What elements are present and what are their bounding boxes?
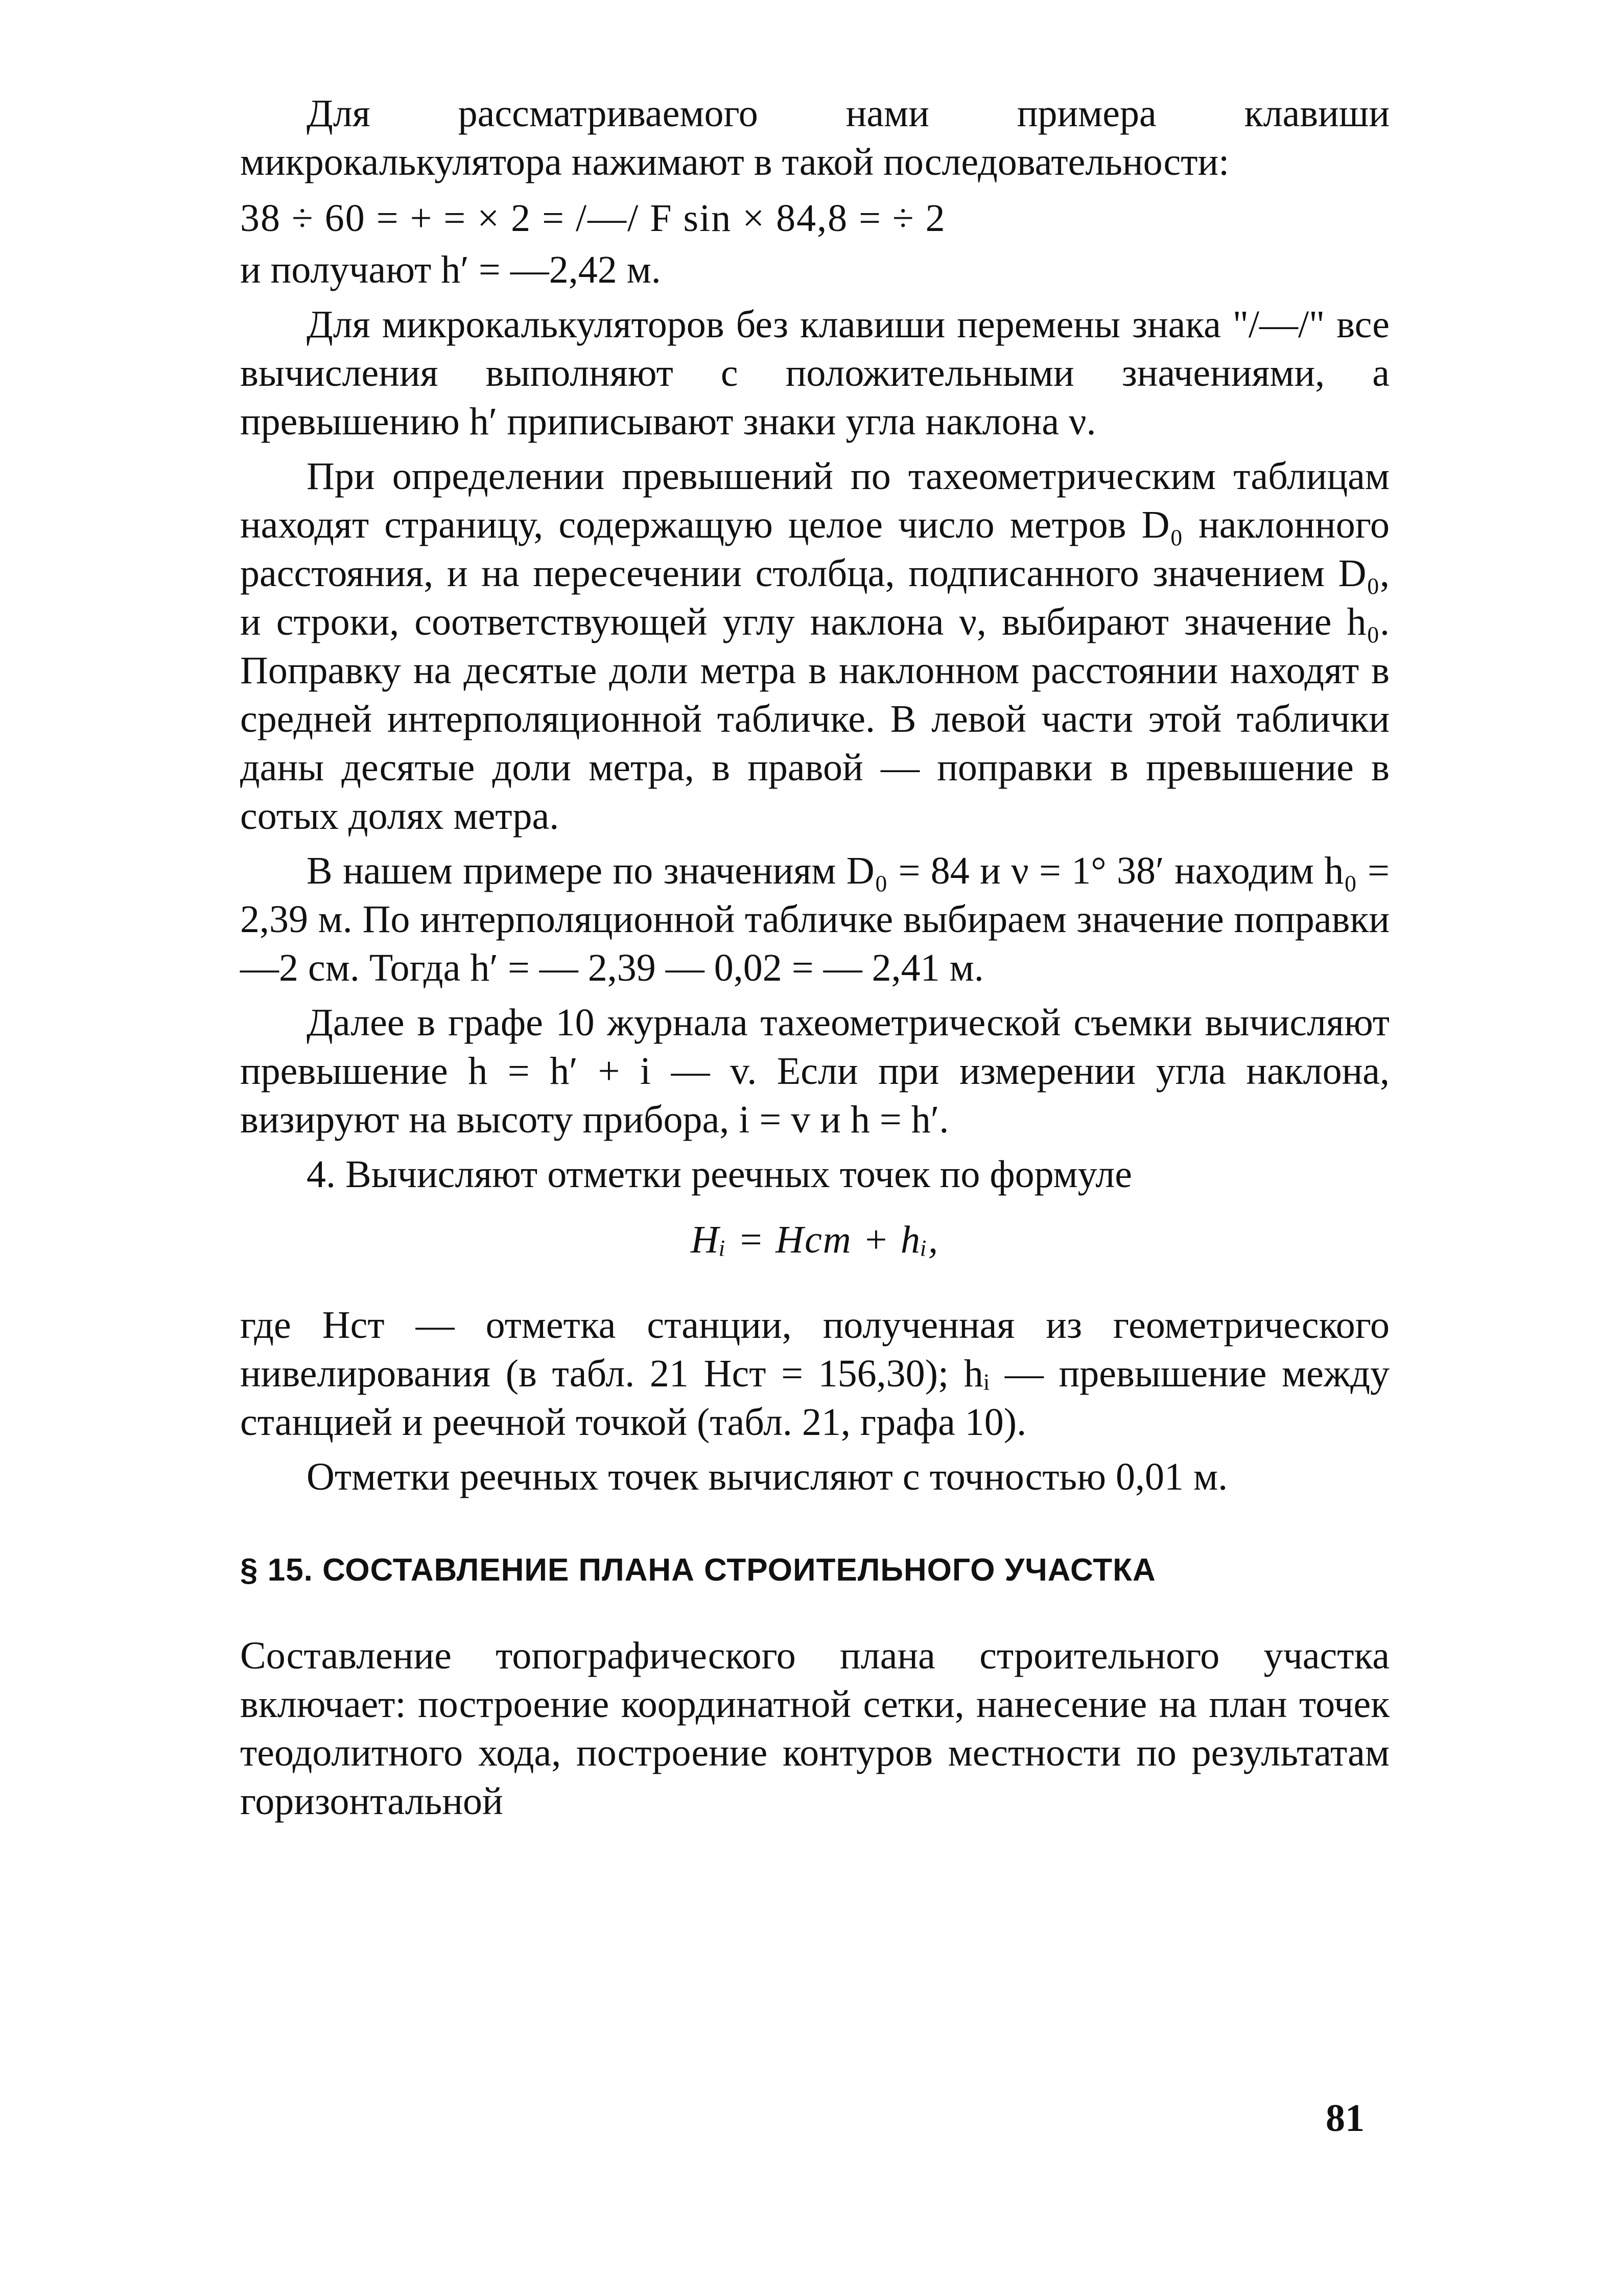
- section-heading: § 15. СОСТАВЛЕНИЕ ПЛАНА СТРОИТЕЛЬНОГО УЧАСТКА: [240, 1552, 1156, 1588]
- paragraph-where: где Hст — отметка станции, полученная из геометрического нивелирования (в табл. 21 Hст = 156,30); hᵢ — превышение между станцией и реечной точкой (табл. 21, графа 10).: [240, 1304, 1390, 1444]
- paragraph-tacheometric-tables: При определении превышений по тахеометрическим таблицам находят страницу, содержащую целое число метров D₀ наклонного расстояния, и на пересечении столбца, подписанного значением D₀, и строки, соответствующей углу наклона ν, выбирают значение h₀. Поправку на десятые доли метра в наклонном расстоянии находят в средней интерполяционной табличке. В левой части этой таблички даны десятые доли метра, в правой — поправки в превышение в сотых долях метра.: [240, 455, 1390, 838]
- page-number: 81: [1326, 2097, 1365, 2140]
- paragraph-calculator-keys: Для рассматриваемого нами примера клавиши микрокалькулятора нажимают в такой последовательности:: [240, 92, 1390, 183]
- paragraph-result: и получают h′ = —2,42 м.: [240, 248, 661, 291]
- formula-key-sequence: 38 ÷ 60 = + = × 2 = /—/ F sin × 84,8 = ÷ 2: [240, 197, 946, 240]
- formula-elevation: Hᵢ = Hст + hᵢ,: [690, 1218, 939, 1261]
- paragraph-no-sign-key: Для микрокалькуляторов без клавиши перемены знака "/—/" все вычисления выполняют с положительными значениями, а превышению h′ приписывают знаки угла наклона ν.: [240, 303, 1390, 443]
- paragraph-step-4: 4. Вычисляют отметки реечных точек по формуле: [307, 1153, 1132, 1196]
- paragraph-example: В нашем примере по значениям D₀ = 84 и ν = 1° 38′ находим h₀ = 2,39 м. По интерполяционной табличке выбираем значение поправки —2 см. Тогда h′ = — 2,39 — 0,02 = — 2,41 м.: [240, 849, 1390, 989]
- paragraph-plan-composition: Составление топографического плана строительного участка включает: построение координатной сетки, нанесение на план точек теодолитного хода, построение контуров местности по результатам горизонтальной: [240, 1634, 1390, 1823]
- paragraph-precision: Отметки реечных точек вычисляют с точностью 0,01 м.: [307, 1455, 1228, 1498]
- paragraph-column-10: Далее в графе 10 журнала тахеометрической съемки вычисляют превышение h = h′ + i — v. Если при измерении угла наклона, визируют на высоту прибора, i = v и h = h′.: [240, 1001, 1390, 1141]
- page-body: [240, 89, 1390, 1832]
